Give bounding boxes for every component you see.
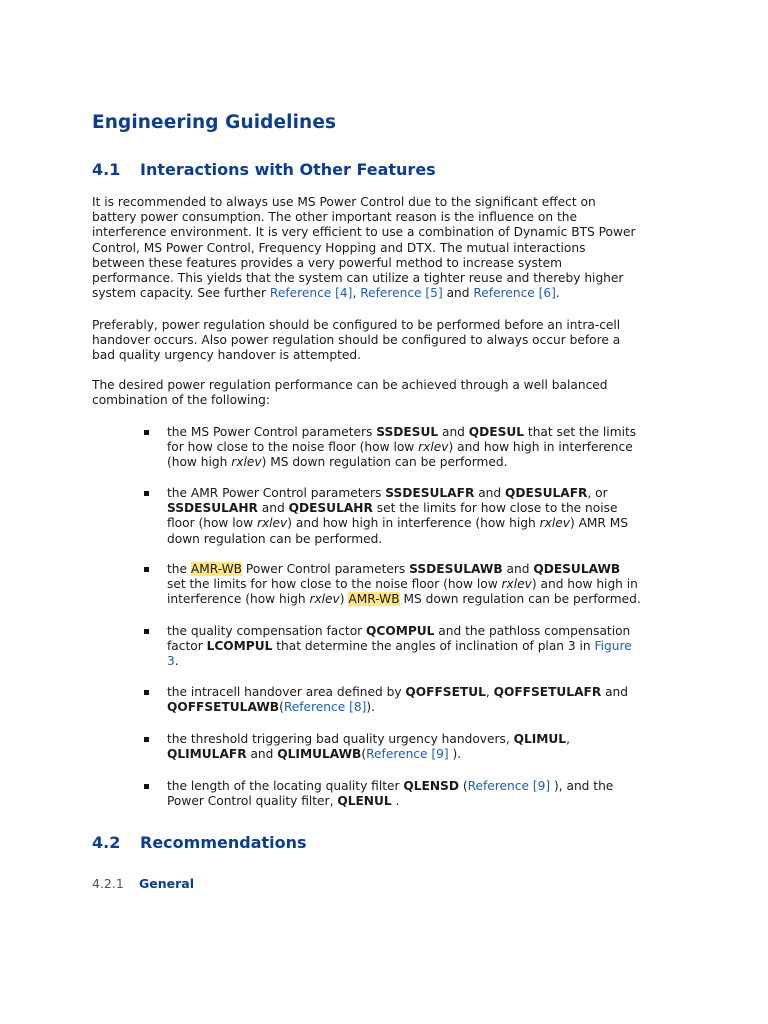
list-item: the MS Power Control parameters SSDESUL and QDESUL that set the limits for how close to the noise floor (how low rxlev) and how high in interference (how high rxlev) MS down regulation can be performed. xyxy=(167,425,687,471)
paragraph-intro xyxy=(92,195,692,301)
figure-3-link[interactable]: 3 xyxy=(167,654,175,669)
text-line: bad quality urgency handover is attempted. xyxy=(92,348,361,363)
paragraph-combination xyxy=(92,378,692,408)
section-number: 4.2.1 xyxy=(92,876,124,891)
section-4-1-heading xyxy=(92,160,436,179)
text-line: combination of the following: xyxy=(92,393,270,408)
reference-4-link[interactable]: Reference [4] xyxy=(269,286,353,301)
bullet-icon xyxy=(144,491,149,496)
text-line: Preferably, power regulation should be configured to be performed before an intra-cell xyxy=(92,318,621,332)
list-item: the threshold triggering bad quality urgency handovers, QLIMUL, QLIMULAFR and QLIMULAWB(Reference [9] ). xyxy=(167,732,687,762)
bullet-icon xyxy=(144,629,149,634)
text-line: battery power consumption. The other important reason is the influence on the xyxy=(92,210,577,225)
paragraph-power-regulation xyxy=(92,318,692,364)
search-highlight: AMR-WB xyxy=(348,592,400,607)
section-number: 4.1 xyxy=(92,160,121,179)
text-line: system capacity. See further Reference [4], Reference [5] and Reference [6]. xyxy=(92,286,560,301)
section-4-2-1-heading xyxy=(92,876,194,891)
figure-3-link[interactable]: Figure xyxy=(594,639,632,654)
text-line: interference environment. It is very efficient to use a combination of Dynamic BTS Power xyxy=(92,225,636,240)
reference-6-link[interactable]: Reference [6] xyxy=(473,286,556,301)
bullet-icon xyxy=(144,690,149,695)
bullet-icon xyxy=(144,784,149,789)
section-title: Recommendations xyxy=(140,833,307,852)
page-title: Engineering Guidelines xyxy=(92,112,337,133)
reference-9-link[interactable]: Reference [9] xyxy=(366,747,449,762)
list-item: the AMR-WB Power Control parameters SSDESULAWB and QDESULAWB set the limits for how close to the noise floor (how low rxlev) and how high in interference (how high rxlev) AMR-WB MS down regulation can be performed. xyxy=(167,562,687,608)
section-title: Interactions with Other Features xyxy=(140,160,436,179)
bullet-icon xyxy=(144,430,149,435)
list-item: the intracell handover area defined by QOFFSETUL, QOFFSETULAFR and QOFFSETULAWB(Reference [8]). xyxy=(167,685,687,715)
text-line: between these features provides a very powerful method to increase system xyxy=(92,255,562,270)
search-highlight: AMR-WB xyxy=(190,562,243,576)
section-number: 4.2 xyxy=(92,833,121,852)
section-title: General xyxy=(139,876,194,891)
list-item: the length of the locating quality filter QLENSD (Reference [9] ), and the Power Control quality filter, QLENUL . xyxy=(167,779,687,809)
list-item: the quality compensation factor QCOMPUL and the pathloss compensation factor LCOMPUL that determine the angles of inclination of plan 3 in Figure 3. xyxy=(167,624,687,670)
reference-9-link[interactable]: Reference [9] xyxy=(467,779,551,793)
text-line: performance. This yields that the system can utilize a tighter reuse and thereby higher xyxy=(92,271,624,286)
bullet-icon xyxy=(144,737,149,742)
section-4-2-heading xyxy=(92,833,307,852)
bullet-icon xyxy=(144,567,149,572)
reference-8-link[interactable]: Reference [8] xyxy=(283,700,367,715)
text-line: handover occurs. Also power regulation should be configured to always occur before a xyxy=(92,333,621,348)
reference-5-link[interactable]: Reference [5] xyxy=(360,286,443,301)
text-line: The desired power regulation performance can be achieved through a well balanced xyxy=(92,378,608,392)
text-line: Control, MS Power Control, Frequency Hopping and DTX. The mutual interactions xyxy=(92,240,586,255)
list-item: the AMR Power Control parameters SSDESULAFR and QDESULAFR, or SSDESULAHR and QDESULAHR set the limits for how close to the noise floor (how low rxlev) and how high in interference (how high rxlev) AMR MS down regulation can be performed. xyxy=(167,486,687,547)
text-line: It is recommended to always use MS Power Control due to the significant effect on xyxy=(92,195,596,209)
